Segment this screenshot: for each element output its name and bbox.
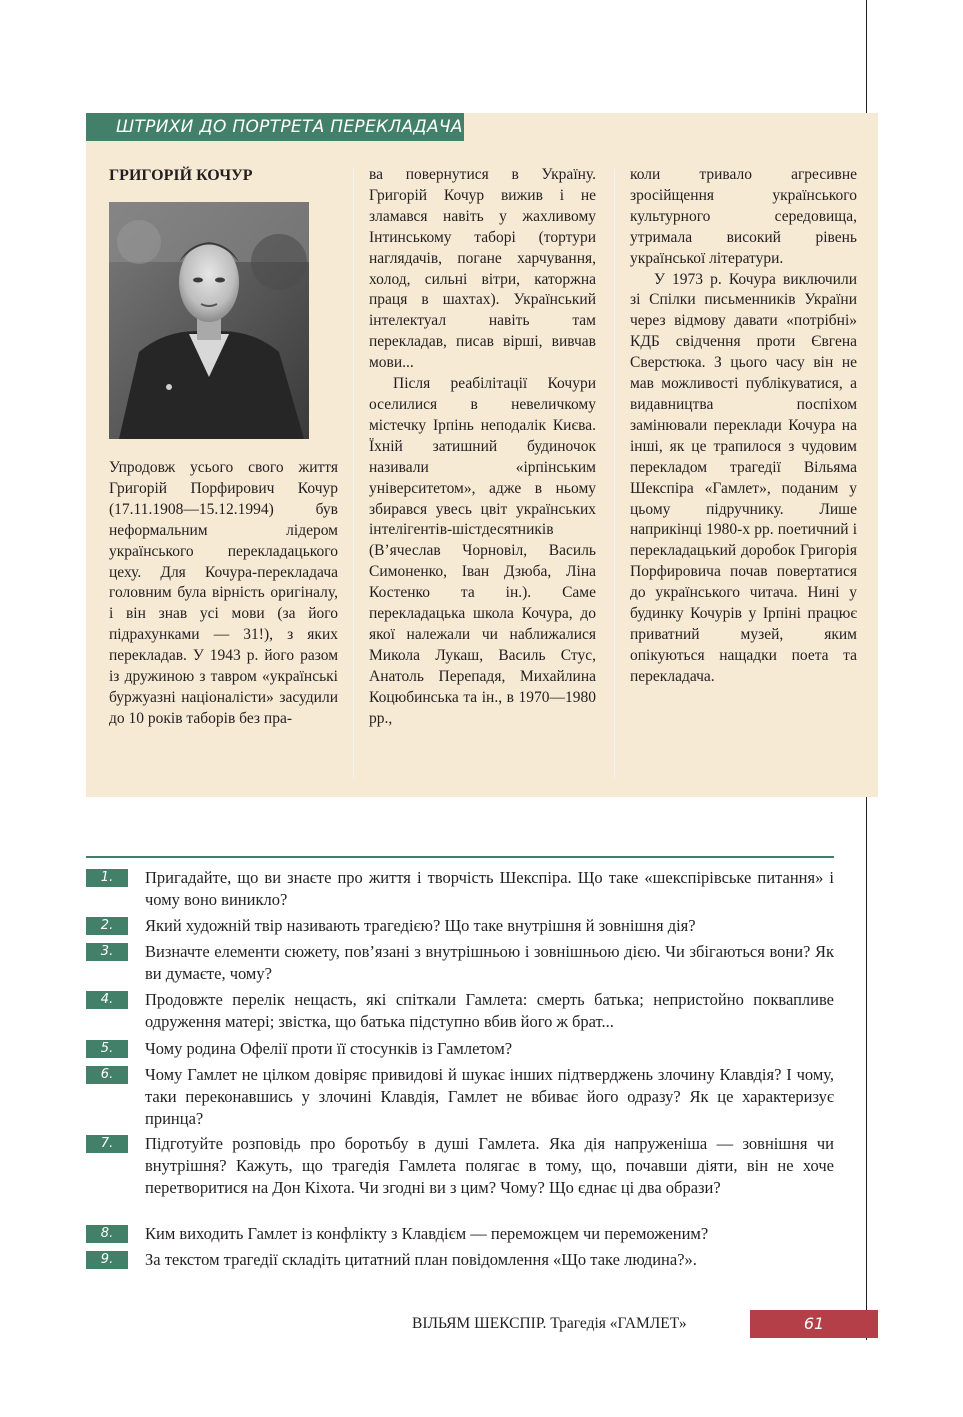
column-divider [614, 168, 615, 778]
question-number-badge: 7. [86, 1135, 128, 1153]
feature-column-2 [369, 165, 596, 729]
page-number-tab [750, 1310, 878, 1338]
page-number: 61 [803, 1314, 825, 1333]
question-number-badge: 6. [86, 1066, 128, 1084]
question-text: Пригадайте, що ви знаєте про життя і творчість Шекспіра. Що таке «шекспірівське питання» і чому воно виникло? [145, 868, 834, 909]
question-text: Чому родина Офелії проти її стосунків із Гамлетом? [145, 1039, 513, 1058]
feature-column-1 [109, 458, 338, 730]
feature-banner [86, 113, 464, 141]
column-divider [353, 168, 354, 778]
question-number-badge: 4. [86, 991, 128, 1009]
question-number-badge: 9. [86, 1251, 128, 1269]
question-number-badge: 1. [86, 869, 128, 887]
question-number-badge: 8. [86, 1225, 128, 1243]
question-text: Чому Гамлет не цілком довіряє привидові й шукає інших підтверджень злочину Клавдія? І чому, таки переконавшись у злочині Клавдія, Гамлет не вбиває його одразу? Як це характеризує принца? [145, 1065, 834, 1128]
portrait-name: ГРИГОРІЙ КОЧУР [109, 167, 253, 184]
running-head: ВІЛЬЯМ ШЕКСПІР. Трагедія «ГАМЛЕТ» [412, 1315, 687, 1332]
question-number-badge: 3. [86, 943, 128, 961]
feature-paragraph: У 1973 р. Кочура виключили зі Спілки письменників України через відмову давати «потрібні» КДБ свідчення проти Євгена Сверстюка. З цього часу він не мав можливості публікуватися, а видавництва поспіхом замінювали переклади Кочура на інші, як це трапилося з чудовим перекладом трагедії Вільяма Шекспіра «Гамлет», поданим у цьому підручнику. Лише наприкінці 1980-х рр. поетичний і перекладацький доробок Григорія Порфировича почав повертатися до українського читача. Нині у будинку Кочурів у Ірпіні працює приватний музей, яким опікуються нащадки поета та перекладача. [630, 270, 857, 685]
question-text: Підготуйте розповідь про боротьбу в душі Гамлета. Яка дія напруженіша — зовнішня чи внутрішня? Кажуть, що трагедія Гамлета полягає в тому, що, почавши діяти, він не хоче перетворитися на Дон Кіхота. Чи згодні ви з цим? Чому? Що єднає ці два образи? [145, 1134, 834, 1197]
feature-paragraph: Упродовж усього свого життя Григорій Порфирович Кочур (17.11.1908—15.12.1994) був неформальним лідером українського перекладацького цеху. Для Кочура-перекладача головним була вірність оригіналу, і він знав усі мови (за його підрахунками — 31!), з яких перекладав. У 1943 р. його разом із дружиною з тавром «українські буржуазні націоналісти» засудили до 10 років таборів без пра- [109, 459, 338, 727]
questions-divider [86, 856, 834, 858]
feature-paragraph: ва повернутися в Україну. Григорій Кочур вижив і не зламався навіть у жахливому Інтинському таборі (тортури наглядачів, погане харчування, холод, сильні вітри, каторжна праця в шахтах). Український інтелектуал навіть там перекладав, писав вірші, вивчав мови... [369, 166, 596, 372]
feature-paragraph: коли тривало агресивне зросійщення українського культурного середовища, утримала високий рівень української літератури. [630, 166, 857, 267]
question-number-badge: 5. [86, 1040, 128, 1058]
feature-column-3 [630, 165, 857, 688]
question-number-badge: 2. [86, 917, 128, 935]
question-text: Який художній твір називають трагедією? Що таке внутрішня й зовнішня дія? [145, 916, 696, 935]
question-text: Продовжте перелік нещасть, які спіткали Гамлета: смерть батька; непристойно поквапливе одруження матері; звістка, що батька підступно вбив його ж брат... [145, 990, 834, 1031]
feature-banner-title: ШТРИХИ ДО ПОРТРЕТА ПЕРЕКЛАДАЧА [116, 117, 463, 137]
question-text: За текстом трагедії складіть цитатний план повідомлення «Що таке людина?». [145, 1250, 697, 1269]
portrait-photo [109, 202, 309, 439]
question-text: Ким виходить Гамлет із конфлікту з Клавдієм — переможцем чи переможеним? [145, 1224, 709, 1243]
question-text: Визначте елементи сюжету, пов’язані з внутрішньою і зовнішньою дією. Чи збігаються вони? Як ви думаєте, чому? [145, 942, 834, 983]
feature-paragraph: Після реабілітації Кочури оселилися в невеличкому містечку Ірпінь неподалік Києва. Їхній затишний будиночок називали «ірпінським університетом», адже в ньому збирався увесь цвіт українських інтелігентів-шістдесятників (В’ячеслав Чорновіл, Василь Симоненко, Іван Дзюба, Ліна Костенко та ін.). Саме перекладацька школа Кочура, до якої належали чи наближалися Микола Лукаш, Василь Стус, Анатоль Перепадя, Михайлина Коцюбинська та ін., в 1970—1980 рр., [369, 375, 596, 727]
